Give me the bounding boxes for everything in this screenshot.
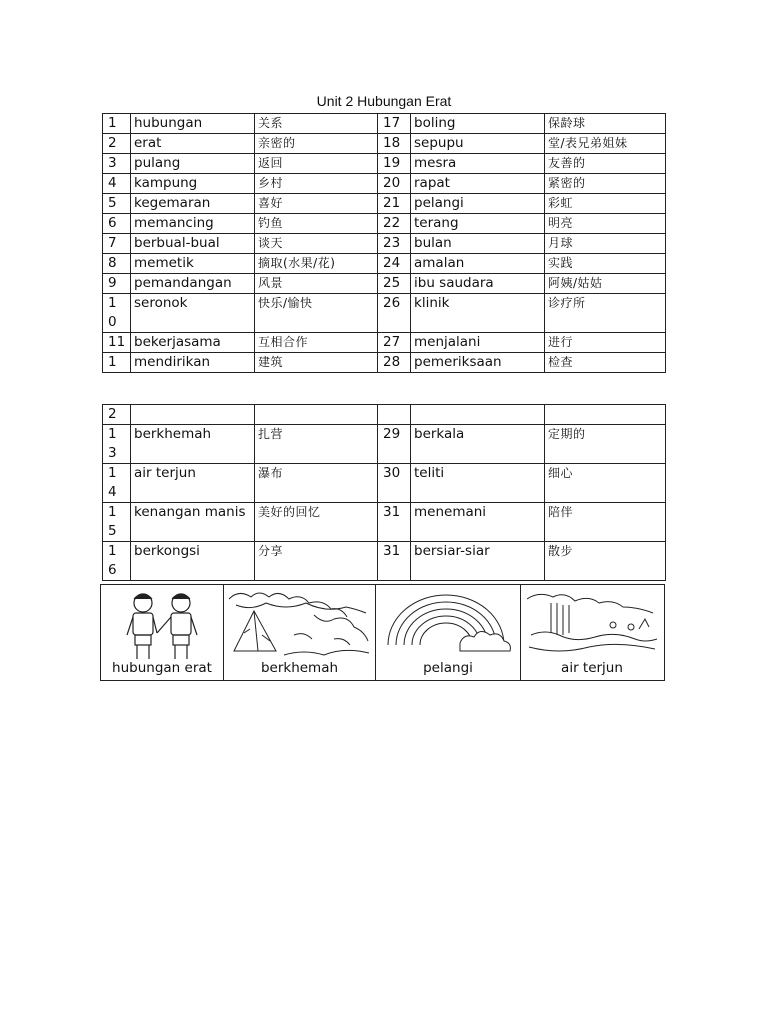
- row-number: 23: [378, 234, 411, 254]
- malay-word: mesra: [411, 154, 545, 174]
- chinese-meaning: 快乐/愉快: [255, 294, 378, 333]
- picture-berkhemah: [224, 585, 376, 680]
- chinese-meaning: 钓鱼: [255, 214, 378, 234]
- chinese-meaning: 进行: [545, 333, 666, 353]
- row-number: 2: [103, 134, 131, 154]
- chinese-meaning: 喜好: [255, 194, 378, 214]
- table-row: [103, 194, 666, 214]
- chinese-meaning: 彩虹: [545, 194, 666, 214]
- row-number: 26: [378, 294, 411, 333]
- chinese-meaning: 返回: [255, 154, 378, 174]
- chinese-meaning: [255, 405, 378, 425]
- malay-word: pemeriksaan: [411, 353, 545, 373]
- chinese-meaning: 细心: [545, 464, 666, 503]
- malay-word: memancing: [131, 214, 255, 234]
- table-row: [103, 503, 666, 542]
- row-number: 30: [378, 464, 411, 503]
- chinese-meaning: 检查: [545, 353, 666, 373]
- row-number: 1 0: [103, 294, 131, 333]
- row-number: 21: [378, 194, 411, 214]
- table-row: [103, 134, 666, 154]
- malay-word: erat: [131, 134, 255, 154]
- chinese-meaning: [545, 405, 666, 425]
- row-number: 5: [103, 194, 131, 214]
- chinese-meaning: 谈天: [255, 234, 378, 254]
- row-number: 20: [378, 174, 411, 194]
- row-number: 1 5: [103, 503, 131, 542]
- table-row: [103, 353, 666, 373]
- table-row: [103, 154, 666, 174]
- table-row: [103, 214, 666, 234]
- row-number: 31: [378, 503, 411, 542]
- malay-word: terang: [411, 214, 545, 234]
- malay-word: menjalani: [411, 333, 545, 353]
- chinese-meaning: 诊疗所: [545, 294, 666, 333]
- row-number: 22: [378, 214, 411, 234]
- page-title: Unit 2 Hubungan Erat: [316, 93, 452, 109]
- malay-word: berkongsi: [131, 542, 255, 581]
- malay-word: amalan: [411, 254, 545, 274]
- row-number: 1 4: [103, 464, 131, 503]
- row-number: 31: [378, 542, 411, 581]
- chinese-meaning: 分享: [255, 542, 378, 581]
- malay-word: boling: [411, 114, 545, 134]
- table-row: [103, 542, 666, 581]
- chinese-meaning: 建筑: [255, 353, 378, 373]
- chinese-meaning: 陪伴: [545, 503, 666, 542]
- row-number: 1 6: [103, 542, 131, 581]
- malay-word: seronok: [131, 294, 255, 333]
- malay-word: [411, 405, 545, 425]
- row-number: 6: [103, 214, 131, 234]
- malay-word: pulang: [131, 154, 255, 174]
- malay-word: kegemaran: [131, 194, 255, 214]
- malay-word: [131, 405, 255, 425]
- row-number: 27: [378, 333, 411, 353]
- row-number: 7: [103, 234, 131, 254]
- table-row: [103, 294, 666, 333]
- malay-word: ibu saudara: [411, 274, 545, 294]
- row-number: 28: [378, 353, 411, 373]
- malay-word: berkala: [411, 425, 545, 464]
- malay-word: menemani: [411, 503, 545, 542]
- row-number: 3: [103, 154, 131, 174]
- malay-word: rapat: [411, 174, 545, 194]
- row-number: 4: [103, 174, 131, 194]
- table-row: [103, 464, 666, 503]
- malay-word: teliti: [411, 464, 545, 503]
- picture-air-terjun: [521, 585, 663, 680]
- picture-caption: pelangi: [423, 660, 473, 676]
- chinese-meaning: 明亮: [545, 214, 666, 234]
- table-row: [103, 254, 666, 274]
- table-row: [103, 333, 666, 353]
- malay-word: hubungan: [131, 114, 255, 134]
- chinese-meaning: 瀑布: [255, 464, 378, 503]
- row-number: 11: [103, 333, 131, 353]
- picture-pelangi: [376, 585, 521, 680]
- chinese-meaning: 紧密的: [545, 174, 666, 194]
- row-number: 1: [103, 114, 131, 134]
- row-number: 1 3: [103, 425, 131, 464]
- chinese-meaning: 摘取(水果/花): [255, 254, 378, 274]
- malay-word: bekerjasama: [131, 333, 255, 353]
- chinese-meaning: 关系: [255, 114, 378, 134]
- malay-word: kenangan manis: [131, 503, 255, 542]
- chinese-meaning: 美好的回忆: [255, 503, 378, 542]
- chinese-meaning: 阿姨/姑姑: [545, 274, 666, 294]
- row-number: 19: [378, 154, 411, 174]
- row-number: 2: [103, 405, 131, 425]
- malay-word: bulan: [411, 234, 545, 254]
- row-number: 29: [378, 425, 411, 464]
- chinese-meaning: 风景: [255, 274, 378, 294]
- chinese-meaning: 月球: [545, 234, 666, 254]
- malay-word: bersiar-siar: [411, 542, 545, 581]
- chinese-meaning: 友善的: [545, 154, 666, 174]
- chinese-meaning: 堂/表兄弟姐妹: [545, 134, 666, 154]
- chinese-meaning: 保龄球: [545, 114, 666, 134]
- row-number: 24: [378, 254, 411, 274]
- table-row: [103, 274, 666, 294]
- chinese-meaning: 实践: [545, 254, 666, 274]
- malay-word: kampung: [131, 174, 255, 194]
- chinese-meaning: 散步: [545, 542, 666, 581]
- row-number: 25: [378, 274, 411, 294]
- table-row: [103, 114, 666, 134]
- malay-word: berbual-bual: [131, 234, 255, 254]
- malay-word: air terjun: [131, 464, 255, 503]
- table-row: [103, 234, 666, 254]
- table-row: [103, 425, 666, 464]
- picture-hubungan-erat: [101, 585, 224, 680]
- chinese-meaning: 定期的: [545, 425, 666, 464]
- chinese-meaning: 扎营: [255, 425, 378, 464]
- vocabulary-table-1: [102, 113, 666, 373]
- malay-word: sepupu: [411, 134, 545, 154]
- picture-strip: [100, 584, 665, 681]
- chinese-meaning: 亲密的: [255, 134, 378, 154]
- row-number: 17: [378, 114, 411, 134]
- row-number: 1: [103, 353, 131, 373]
- malay-word: pemandangan: [131, 274, 255, 294]
- malay-word: klinik: [411, 294, 545, 333]
- malay-word: mendirikan: [131, 353, 255, 373]
- row-number: 8: [103, 254, 131, 274]
- table-row: [103, 405, 666, 425]
- picture-caption: hubungan erat: [112, 660, 212, 676]
- chinese-meaning: 乡村: [255, 174, 378, 194]
- row-number: 9: [103, 274, 131, 294]
- malay-word: memetik: [131, 254, 255, 274]
- malay-word: berkhemah: [131, 425, 255, 464]
- malay-word: pelangi: [411, 194, 545, 214]
- vocabulary-table-2: [102, 404, 666, 581]
- row-number: 18: [378, 134, 411, 154]
- picture-caption: berkhemah: [260, 660, 339, 676]
- table-row: [103, 174, 666, 194]
- picture-caption: air terjun: [561, 660, 623, 676]
- chinese-meaning: 互相合作: [255, 333, 378, 353]
- row-number: [378, 405, 411, 425]
